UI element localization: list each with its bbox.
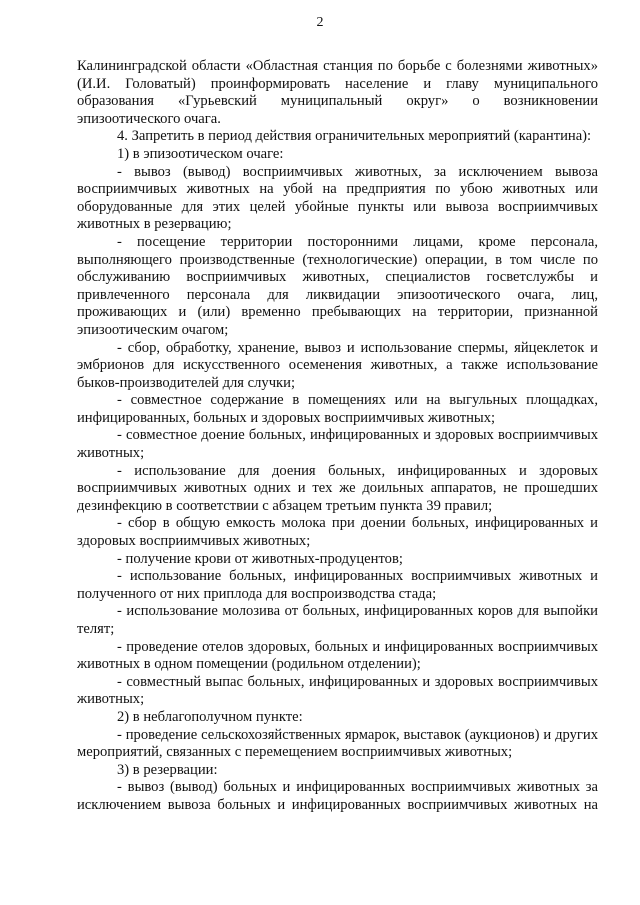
list-item: - сбор в общую емкость молока при доении больных, инфицированных и здоровых восприимчивых животных; <box>77 515 598 550</box>
list-item: - использование для доения больных, инфицированных и здоровых восприимчивых животных одних и тех же доильных аппаратов, не прошедших дезинфекцию в соответствии с абзацем третьим пункта 39 правил; <box>77 462 598 514</box>
page-number: 2 <box>316 15 324 30</box>
subheading-reservation: 3) в резервации: <box>117 761 218 778</box>
list-item: - использование больных, инфицированных восприимчивых животных и полученного от них приплода для воспроизводства стада; <box>77 568 598 602</box>
paragraph-item-4: 4. Запретить в период действия ограничительных мероприятий (карантина): <box>117 128 592 145</box>
list-item: - вывоз (вывод) восприимчивых животных, за исключением вывоза восприимчивых животных на убой на предприятия по убою животных или оборудованные для этих целей убойные пункты или вывоза восприимчивых животных в резервацию; <box>77 163 598 233</box>
list-item: - совместное доение больных, инфицированных и здоровых восприимчивых животных; <box>77 427 598 462</box>
document-body <box>77 58 598 815</box>
list-item: - проведение отелов здоровых, больных и инфицированных восприимчивых животных в одном помещении (родильном отделении); <box>77 638 598 673</box>
list-item: - совместное содержание в помещениях или на выгульных площадках, инфицированных, больных и здоровых восприимчивых животных; <box>77 392 598 426</box>
list-item: - посещение территории посторонними лицами, кроме персонала, выполняющего производственные (технологические) операции, в том числе по обслуживанию восприимчивых животных, специалистов госветслужбы и привлеченного персонала для ликвидации эпизоотического очага, лиц, проживающих и (или) временно пребывающих на территории, признанной эпизоотическим очагом; <box>77 233 598 338</box>
list-item-continued: - вывоз (вывод) больных и инфицированных восприимчивых животных за исключением вывоза больных и инфицированных восприимчивых животных на <box>77 779 598 813</box>
subheading-unfavorable-point: 2) в неблагополучном пункте: <box>117 708 303 725</box>
list-item: - использование молозива от больных, инфицированных коров для выпойки телят; <box>77 603 598 637</box>
paragraph-intro: Калининградской области «Областная станция по борьбе с болезнями животных» (И.И. Головатый) проинформировать население и главу муниципального образования «Гурьевский муниципальный округ» о возникновении эпизоотического очага. <box>77 58 598 127</box>
list-item: - получение крови от животных-продуцентов; <box>117 550 403 567</box>
list-item: - совместный выпас больных, инфицированных и здоровых восприимчивых животных; <box>77 673 598 708</box>
list-item: - сбор, обработку, хранение, вывоз и использование спермы, яйцеклеток и эмбрионов для искусственного осеменения животных, а также использование быков-производителей для случки; <box>77 339 598 391</box>
subheading-focus: 1) в эпизоотическом очаге: <box>117 145 284 162</box>
list-item: - проведение сельскохозяйственных ярмарок, выставок (аукционов) и других мероприятий, связанных с перемещением восприимчивых животных; <box>77 726 598 761</box>
